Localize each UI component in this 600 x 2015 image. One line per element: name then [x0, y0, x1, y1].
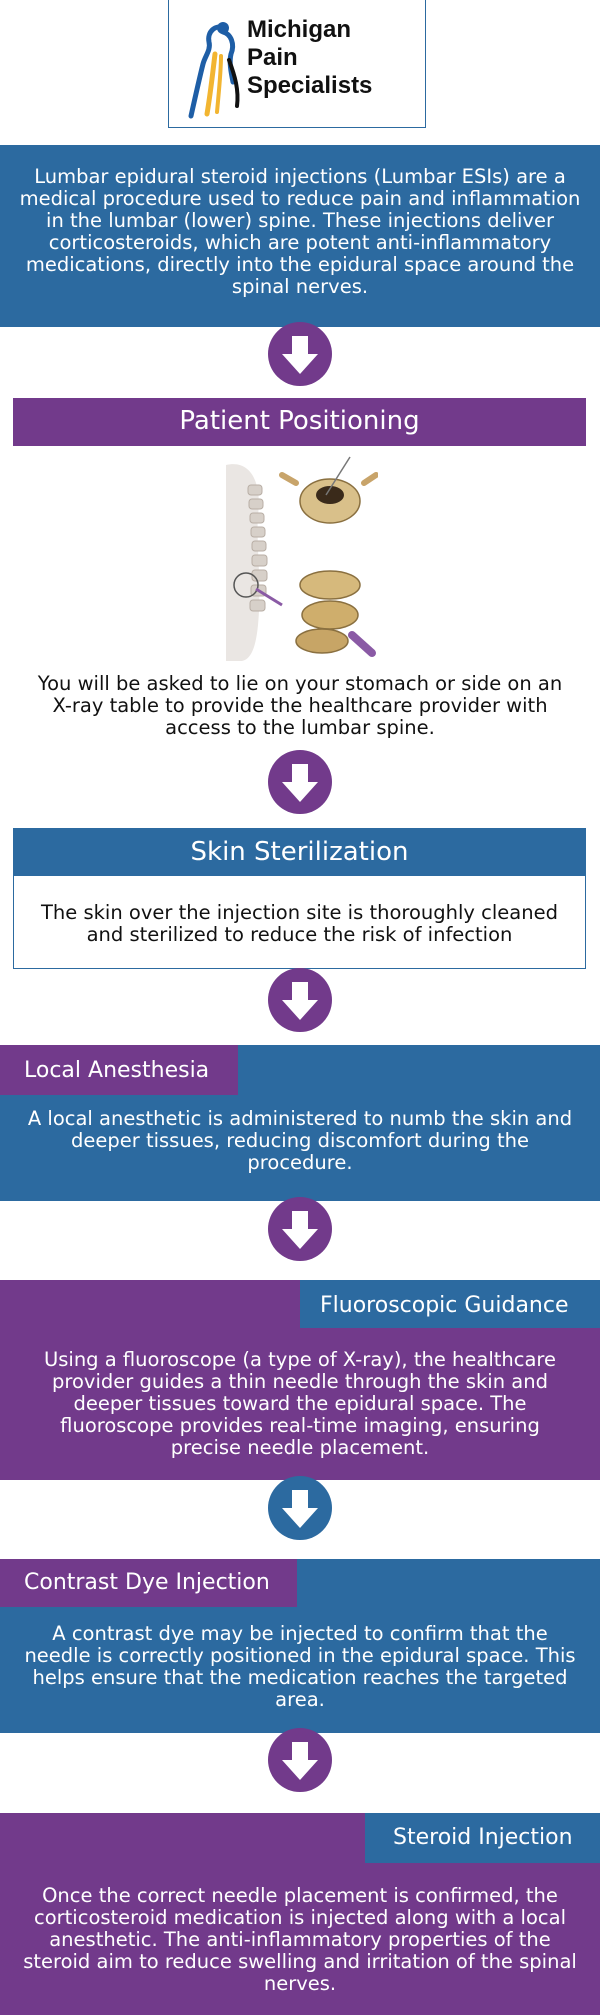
skin-sterilization-title: Skin Sterilization	[13, 828, 586, 876]
intro-text: Lumbar epidural steroid injections (Lumbar ESIs) are a medical procedure used to reduce pain and inflammation in the lumbar (lower) spine. These injections deliver corticosteroids, which are potent anti-inflammatory medications, directly into the epidural space around the spinal nerves.	[19, 165, 581, 298]
patient-positioning-title: Patient Positioning	[13, 398, 586, 446]
arrow-down-circle-icon	[268, 750, 332, 814]
logo-line-2: Pain	[247, 44, 298, 71]
logo-wordmark	[247, 16, 372, 100]
local-anesthesia-text: A local anesthetic is administered to numb the skin and deeper tissues, reducing discomfort during the procedure.	[27, 1107, 573, 1174]
intro-panel	[0, 145, 600, 327]
logo	[168, 0, 426, 128]
local-anesthesia-title: Local Anesthesia	[0, 1045, 238, 1095]
contrast-dye-text: A contrast dye may be injected to confirm that the needle is correctly positioned in the epidural space. This helps ensure that the medication reaches the targeted area.	[24, 1622, 576, 1711]
logo-figure-icon	[185, 20, 249, 120]
patient-positioning-text: You will be asked to lie on your stomach or side on an X-ray table to provide the healthcare provider with access to the lumbar spine.	[37, 672, 563, 739]
logo-line-3: Specialists	[247, 72, 373, 99]
steroid-injection-text: Once the correct needle placement is confirmed, the corticosteroid medication is injected along with a local anesthetic. The anti-inflammatory properties of the steroid aim to reduce swelling and irritation of the spinal nerves.	[23, 1884, 577, 1995]
logo-line-1: Michigan	[247, 16, 352, 43]
arrow-down-circle-icon	[268, 1476, 332, 1540]
skin-sterilization-text: The skin over the injection site is thoroughly cleaned and sterilized to reduce the risk of infection	[41, 901, 558, 946]
arrow-down-circle-icon	[268, 968, 332, 1032]
spine-injection-illustration	[222, 455, 378, 663]
contrast-dye-title: Contrast Dye Injection	[0, 1559, 297, 1607]
arrow-down-circle-icon	[268, 1197, 332, 1261]
fluoroscopic-guidance-title: Fluoroscopic Guidance	[300, 1280, 600, 1328]
skin-sterilization-panel	[13, 876, 586, 969]
steroid-injection-title: Steroid Injection	[365, 1813, 600, 1863]
arrow-down-circle-icon	[268, 1728, 332, 1792]
arrow-down-circle-icon	[268, 322, 332, 386]
fluoroscopic-guidance-text: Using a fluoroscope (a type of X-ray), the healthcare provider guides a thin needle through the skin and deeper tissues toward the epidural space. The fluoroscope provides real-time imaging, ensuring precise needle placement.	[43, 1348, 557, 1459]
